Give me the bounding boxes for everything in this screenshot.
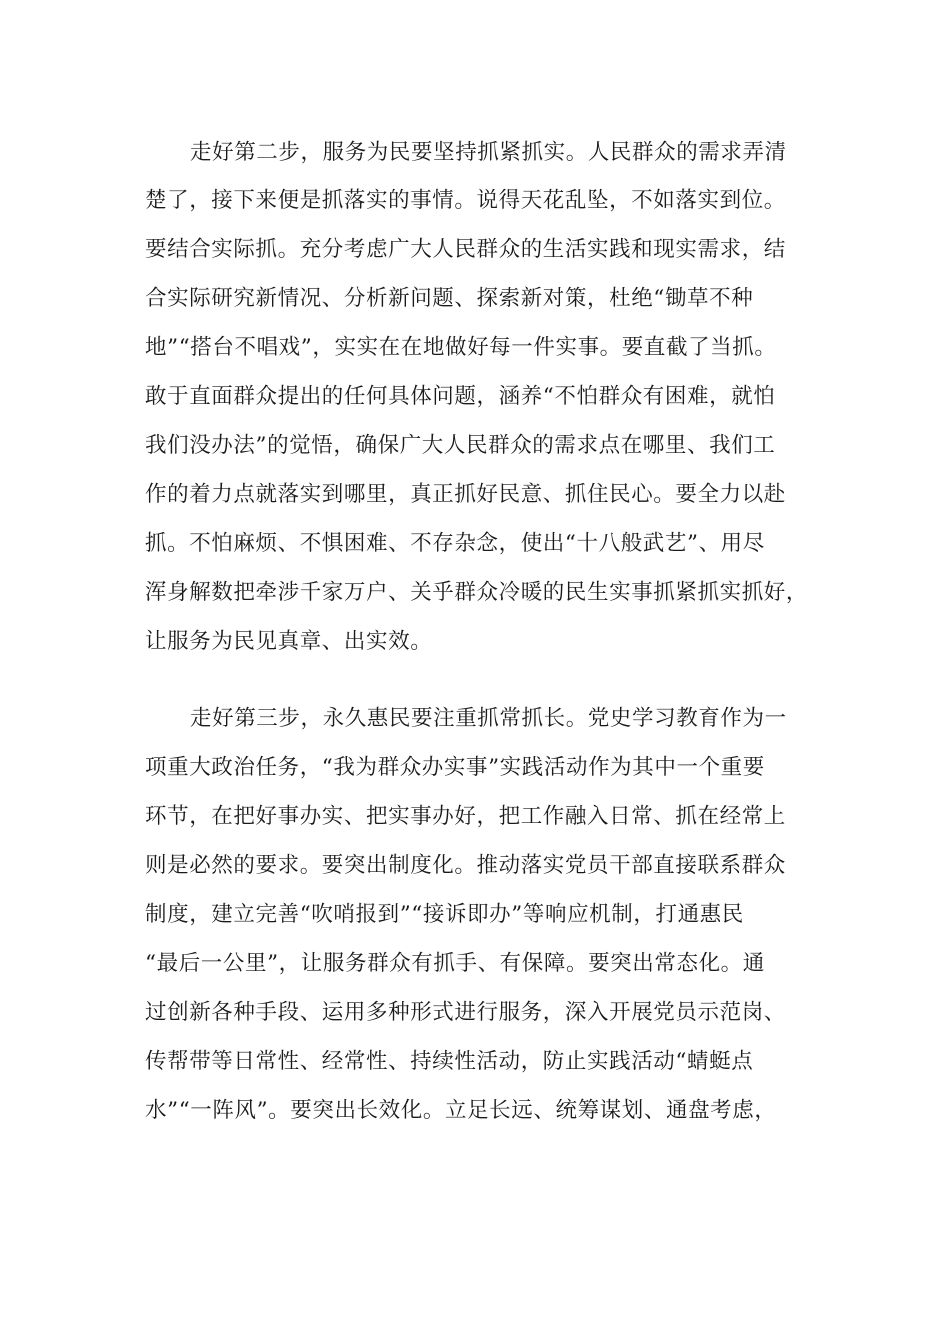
paragraph-1-line-10: 浑身解数把牵涉千家万户、关乎群众冷暖的民生实事抓紧抓实抓好， [145,580,809,605]
paragraph-2-line-6: “最后一公里”，让服务群众有抓手、有保障。要突出常态化。通 [145,951,765,976]
paragraph-2-line-8: 传帮带等日常性、经常性、持续性活动，防止实践活动“蜻蜓点 [145,1049,754,1074]
paragraph-2-line-1: 走好第三步，永久惠民要注重抓常抓长。党史学习教育作为一 [190,706,787,731]
paragraph-2-line-3: 环节，在把好事办实、把实事办好，把工作融入日常、抓在经常上 [145,804,786,829]
paragraph-2-line-5: 制度，建立完善“吹哨报到”“接诉即办”等响应机制，打通惠民 [145,902,744,927]
paragraph-2-line-2: 项重大政治任务，“我为群众办实事”实践活动作为其中一个重要 [145,755,765,780]
paragraph-1-line-7: 我们没办法”的觉悟，确保广大人民群众的需求点在哪里、我们工 [145,433,776,458]
paragraph-1-line-11: 让服务为民见真章、出实效。 [145,629,433,654]
paragraph-1-line-1: 走好第二步，服务为民要坚持抓紧抓实。人民群众的需求弄清 [190,140,787,165]
paragraph-1-line-6: 敢于直面群众提出的任何具体问题，涵养“不怕群众有困难，就怕 [145,384,776,409]
paragraph-1-line-2: 楚了，接下来便是抓落实的事情。说得天花乱坠，不如落实到位。 [145,188,786,213]
paragraph-1-line-9: 抓。不怕麻烦、不惧困难、不存杂念，使出“十八般武艺”、用尽 [145,531,765,556]
paragraph-2-line-7: 过创新各种手段、运用多种形式进行服务，深入开展党员示范岗、 [145,1000,786,1025]
paragraph-1-line-3: 要结合实际抓。充分考虑广大人民群众的生活实践和现实需求，结 [145,237,786,262]
paragraph-1-line-8: 作的着力点就落实到哪里，真正抓好民意、抓住民心。要全力以赴 [145,482,786,507]
paragraph-1-line-5: 地”“搭台不唱戏”，实实在在地做好每一件实事。要直截了当抓。 [145,335,777,360]
paragraph-2-line-9: 水”“一阵风”。要突出长效化。立足长远、统筹谋划、通盘考虑， [145,1098,777,1123]
paragraph-2-line-4: 则是必然的要求。要突出制度化。推动落实党员干部直接联系群众 [145,853,786,878]
paragraph-1-line-4: 合实际研究新情况、分析新问题、探索新对策，杜绝“锄草不种 [145,286,754,311]
